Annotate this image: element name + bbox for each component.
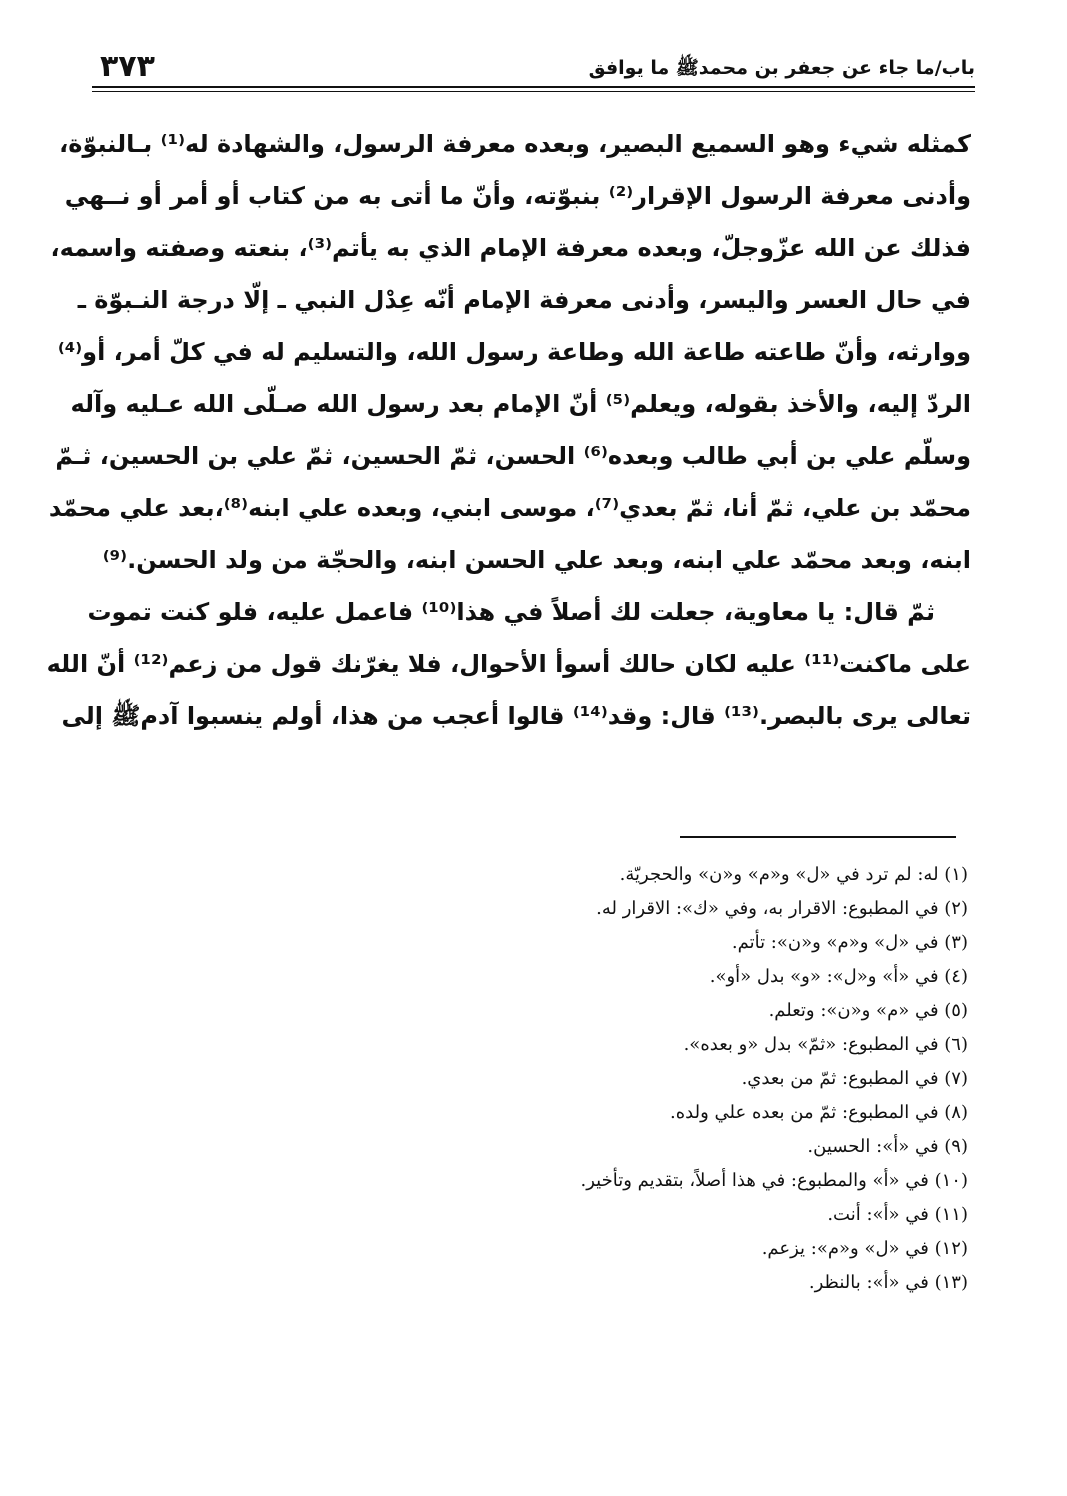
footnote: (٣) في «ل» و«م» و«ن»: تأتم.: [731, 932, 968, 953]
header-rule-thin: [92, 91, 975, 92]
footnote: (٥) في «م» و«ن»: وتعلم.: [768, 1000, 968, 1021]
footnote: (١٣) في «أ»: بالنظر.: [808, 1272, 968, 1293]
text-line: الردّ إليه، والأخذ بقوله، ويعلم⁽⁵⁾ أنّ الإمام بعد رسول الله صـلّى الله عـليه وآله: [70, 390, 971, 418]
footnote: (٩) في «أ»: الحسين.: [807, 1136, 968, 1157]
text-line: ثمّ قال: يا معاوية، جعلت لك أصلاً في هذا⁽¹⁰⁾ فاعمل عليه، فلو كنت تموت: [87, 598, 935, 626]
footnote: (١٠) في «أ» والمطبوع: في هذا أصلاً، بتقديم وتأخير.: [580, 1170, 968, 1191]
text-line: في حال العسر واليسر، وأدنى معرفة الإمام أنّه عِدْل النبي ـ إلّا درجة النـبوّة ـ: [77, 286, 971, 314]
footnote: (١٢) في «ل» و«م»: يزعم.: [761, 1238, 968, 1259]
main-text: [46, 118, 971, 742]
footnote: (١) له: لم ترد في «ل» و«م» و«ن» والحجريّة.: [619, 864, 968, 885]
text-line: وسلّم علي بن أبي طالب وبعده⁽⁶⁾ الحسن، ثمّ الحسين، ثمّ علي بن الحسين، ثـمّ: [55, 442, 971, 470]
text-line: ابنه، وبعد محمّد علي ابنه، وبعد علي الحسن ابنه، والحجّة من ولد الحسن.⁽⁹⁾: [102, 546, 971, 574]
footnote: (٤) في «أ» و«ل»: «و» بدل «أو».: [709, 966, 968, 987]
footnote-separator: [680, 836, 956, 838]
footnote: (٦) في المطبوع: «ثمّ» بدل «و بعده».: [683, 1034, 968, 1055]
text-line: ووارثه، وأنّ طاعته طاعة الله وطاعة رسول الله، والتسليم له في كلّ أمر، أو⁽⁴⁾: [57, 338, 971, 366]
running-title: باب/ما جاء عن جعفر بن محمدﷺ ما يوافق: [588, 57, 975, 79]
text-line: على ماكنت⁽¹¹⁾ عليه لكان حالك أسوأ الأحوال، فلا يغرّنك قول من زعم⁽¹²⁾ أنّ الله: [46, 650, 971, 678]
text-line: فذلك عن الله عزّوجلّ، وبعده معرفة الإمام الذي به يأتم⁽³⁾، بنعته وصفته واسمه،: [50, 234, 971, 262]
page-header: [92, 28, 975, 82]
footnotes: [96, 858, 968, 1300]
footnote: (٧) في المطبوع: ثمّ من بعدي.: [741, 1068, 968, 1089]
text-line: كمثله شيء وهو السميع البصير، وبعده معرفة الرسول، والشهادة له⁽¹⁾ بـالنبوّة،: [59, 130, 971, 158]
page-number: ٣٧٣: [100, 49, 155, 84]
text-line: محمّد بن علي، ثمّ أنا، ثمّ بعدي⁽⁷⁾، موسى ابني، وبعده علي ابنه⁽⁸⁾،بعد علي محمّد: [48, 494, 971, 522]
text-line: تعالى يرى بالبصر.⁽¹³⁾ قال: وقد⁽¹⁴⁾ قالوا أعجب من هذا، أولم ينسبوا آدمﷺ إلى: [61, 702, 971, 730]
header-rule: [92, 86, 975, 88]
footnote: (١١) في «أ»: أنت.: [827, 1204, 968, 1225]
text-line: وأدنى معرفة الرسول الإقرار⁽²⁾ بنبوّته، وأنّ ما أتى به من كتاب أو أمر أو نــهي: [64, 182, 971, 210]
footnote: (٨) في المطبوع: ثمّ من بعده علي ولده.: [670, 1102, 968, 1123]
footnote: (٢) في المطبوع: الاقرار به، وفي «ك»: الاقرار له.: [596, 898, 968, 919]
